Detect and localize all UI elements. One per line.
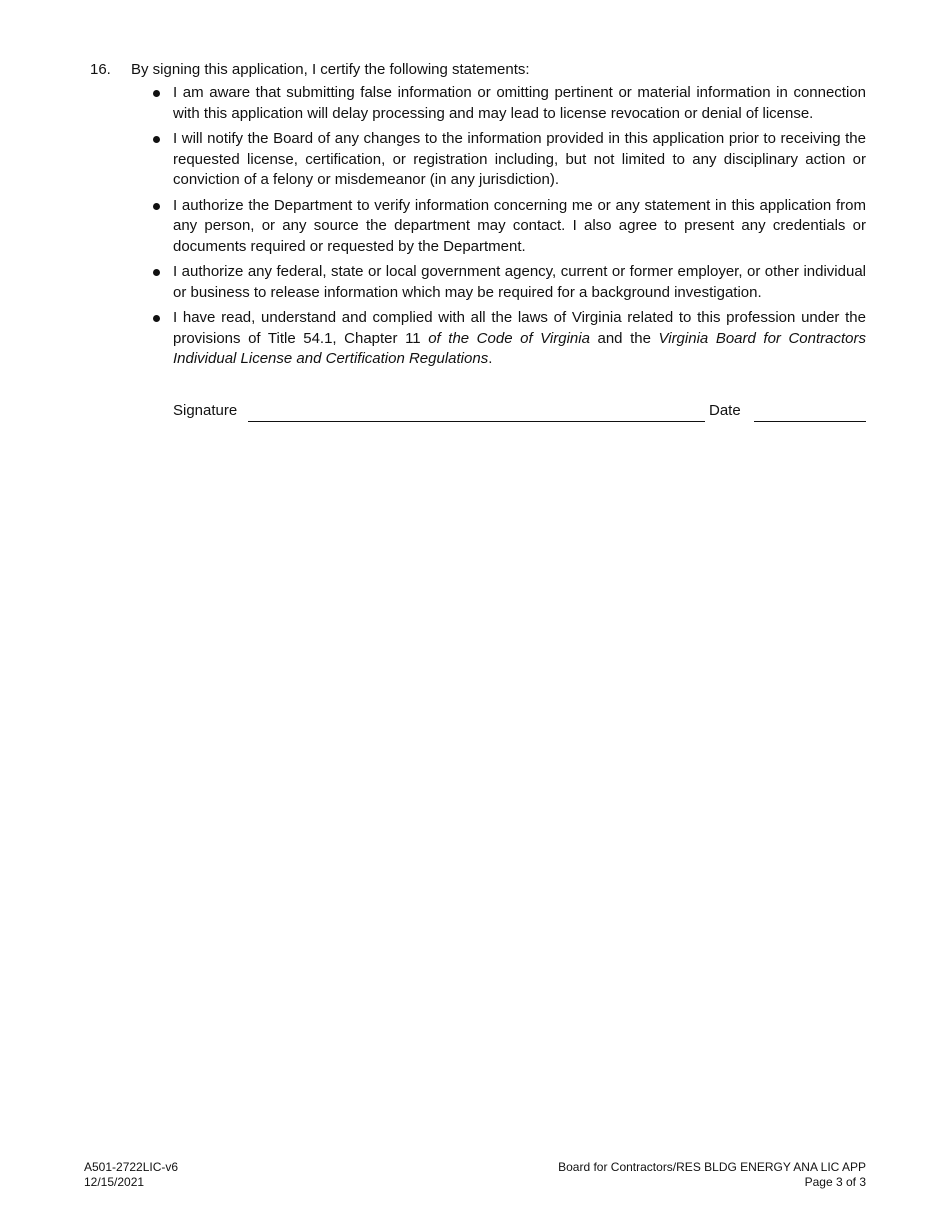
footer-right: [558, 1160, 866, 1190]
form-date: 12/15/2021: [84, 1175, 145, 1189]
statement-text-part1: I have read, understand and complied with all the laws of Virginia related to this profession under the provisions of Title 54.1, Chapter 11: [173, 309, 866, 347]
statement-text: I am aware that submitting false information or omitting pertinent or material information in connection with this application will delay processing and may lead to license revocation or denial of license.: [173, 84, 866, 122]
statement-text: I will notify the Board of any changes to the information provided in this application prior to receiving the requested license, certification, or registration including, but not limited to any disciplinary action or conviction of a felony or misdemeanor (in any jurisdiction).: [173, 130, 866, 188]
signature-field[interactable]: [248, 421, 705, 422]
board-title: Board for Contractors/RES BLDG ENERGY ANA LIC APP: [558, 1160, 866, 1174]
statement-false-information: [150, 83, 866, 124]
statement-text-part3: and the: [589, 329, 659, 347]
statement-notify-board: [150, 129, 866, 191]
page-info: Page 3 of 3: [804, 1175, 866, 1189]
statement-authorize-release: [150, 262, 866, 303]
statement-regulations-title: Virginia Board for Contractors Individual License and Certification Regulations: [173, 329, 866, 367]
question-intro: By signing this application, I certify the following statements:: [131, 61, 530, 78]
date-label: Date: [709, 402, 741, 419]
bullet-icon: [153, 203, 160, 210]
bullet-icon: [153, 269, 160, 276]
bullet-icon: [153, 90, 160, 97]
statement-text: I authorize any federal, state or local government agency, current or former employer, or other individual or business to release information which may be required for a background investigation.: [173, 263, 866, 301]
bullet-icon: [153, 315, 160, 322]
statement-authorize-department: [150, 196, 866, 258]
statement-text: I authorize the Department to verify information concerning me or any statement in this application from any person, or any source the department may contact. I also agree to present any credentials or documents required or requested by the Department.: [173, 196, 866, 255]
certification-statements: [150, 83, 866, 375]
statement-code-of-virginia: of the Code of Virginia: [428, 329, 590, 347]
form-id: A501-2722LIC-v6: [84, 1160, 179, 1174]
question-number: 16.: [90, 61, 111, 78]
signature-label: Signature: [173, 402, 238, 419]
signature-row: [173, 402, 866, 426]
date-field[interactable]: [754, 421, 866, 422]
statement-laws-of-virginia: [150, 308, 866, 370]
bullet-icon: [153, 136, 160, 143]
footer-left: [84, 1160, 178, 1190]
statement-text-part5: .: [488, 350, 493, 367]
